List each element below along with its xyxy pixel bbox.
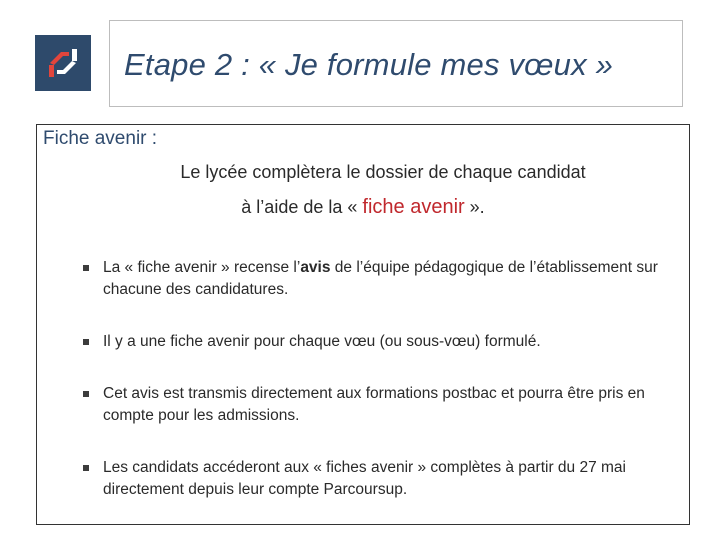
bullet-1-after: de l’équipe pédagogique de l’établissement sur chacune des candidatures. <box>103 259 658 298</box>
section-heading: Fiche avenir : <box>43 128 158 149</box>
bullet-square-icon <box>83 265 89 271</box>
bullet-1-bold: avis <box>300 259 331 276</box>
bullet-1-before: La « fiche avenir » recense l’ <box>103 259 301 276</box>
intro-line-2 <box>37 196 689 219</box>
bullet-3-text: Cet avis est transmis directement aux formations postbac et pourra être pris en compte pour les admissions. <box>103 385 645 424</box>
intro-line-2-before: à l’aide de la « <box>241 197 363 217</box>
list-item <box>82 457 682 501</box>
list-item <box>82 383 682 427</box>
bullet-square-icon <box>83 465 89 471</box>
logo-arrows-icon <box>35 35 91 91</box>
list-item <box>82 257 682 301</box>
bullet-4-text: Les candidats accéderont aux « fiches avenir » complètes à partir du 27 mai directement depuis leur compte Parcoursup. <box>103 459 626 498</box>
bullet-square-icon <box>83 339 89 345</box>
content-box <box>36 124 690 525</box>
slide-title: Etape 2 : « Je formule mes vœux » <box>124 47 614 82</box>
list-item <box>82 331 682 353</box>
parcoursup-logo-icon <box>35 35 91 91</box>
title-box <box>109 20 683 107</box>
intro-line-2-after: ». <box>464 197 485 217</box>
fiche-avenir-highlight: fiche avenir <box>362 196 465 218</box>
intro-line-1: Le lycée complètera le dossier de chaque candidat <box>180 162 586 182</box>
bullet-2-text: Il y a une fiche avenir pour chaque vœu (ou sous-vœu) formulé. <box>103 333 541 350</box>
bullet-square-icon <box>83 391 89 397</box>
